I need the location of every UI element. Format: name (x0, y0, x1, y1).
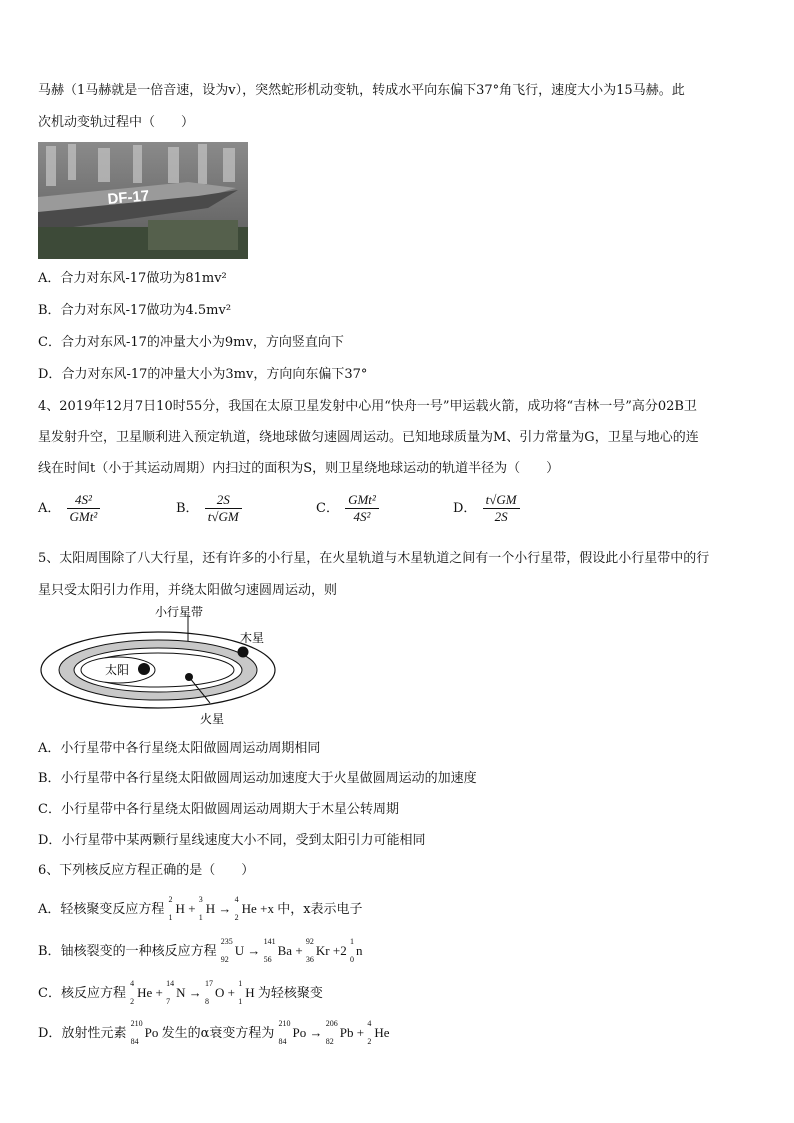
option-letter: D． (453, 501, 477, 516)
nuclide: 2 1 H (168, 895, 185, 922)
nuclide: 4 2 He (130, 979, 153, 1006)
q6-option-c (38, 979, 323, 1006)
option-text: 小行星带中各行星绕太阳做圆周运动周期大于木星公转周期 (60, 802, 399, 817)
fraction-numerator: 2S (205, 492, 242, 509)
nuclide: 210 84 Po (278, 1019, 307, 1046)
nuclide: 1 0 n (349, 937, 363, 964)
fraction-denominator: 4S² (353, 509, 371, 524)
option-text: 小行星带中各行星绕太阳做圆周运动加速度大于火星做圆周运动的加速度 (60, 771, 477, 786)
fraction-denominator: 2S (494, 509, 508, 524)
fraction (345, 492, 379, 525)
option-text: 合力对东风-17的冲量大小为9mv，方向竖直向下 (60, 335, 344, 350)
nuclide: 206 82 Pb (325, 1019, 354, 1046)
q5-option-b (38, 770, 477, 788)
q6-option-d (38, 1019, 390, 1046)
question-6-stem: 6、下列核反应方程正确的是（ ） (38, 863, 255, 878)
nuclide: 4 2 He (234, 895, 257, 922)
nuclide: 235 92 U (220, 937, 245, 964)
orbit-diagram (38, 605, 288, 730)
nuclide: 14 7 N (166, 979, 186, 1006)
sun-dot (138, 663, 150, 675)
nuclear-equation: 235 92 U → 141 56 Ba + 92 36 Kr +2 1 0 n (220, 937, 363, 964)
q4-option-c (316, 492, 381, 525)
option-text: 合力对东风-17做功为4.5mv² (60, 303, 232, 318)
fraction (483, 492, 520, 525)
option-text: 铀核裂变的一种核反应方程 (60, 944, 217, 959)
question-3-stem-line1: 马赫（1马赫就是一倍音速，设为v），突然蛇形机动变轨，转成水平向东偏下37°角飞行，速度大小为15马赫。此 (38, 83, 685, 98)
question-5-line1: 5、太阳周围除了八大行星，还有许多的小行星，在火星轨道与木星轨道之间有一个小行星带，假设此小行星带中的行 (38, 551, 710, 566)
jupiter-dot (238, 647, 249, 658)
option-letter: A． (38, 501, 61, 516)
option-letter: D． (38, 833, 62, 848)
fraction-numerator: t√GM (483, 492, 520, 509)
option-text: 为轻核聚变 (257, 986, 323, 1001)
option-text: 放射性元素 (61, 1026, 127, 1041)
nuclide: 92 36 Kr (305, 937, 330, 964)
option-letter: B． (38, 944, 61, 959)
q4-option-a (38, 492, 102, 525)
question-4-line2: 星发射升空，卫星顺利进入预定轨道，绕地球做匀速圆周运动。已知地球质量为M、引力常量为G，卫星与地心的连 (38, 430, 699, 445)
nuclide: 210 84 Po (130, 1019, 159, 1046)
fraction (67, 492, 101, 525)
fraction-denominator: GMt² (69, 509, 98, 524)
q4-option-b (176, 492, 244, 525)
q3-option-a (38, 270, 227, 288)
belt-label: 小行星带 (155, 605, 204, 619)
option-text: 小行星带中某两颗行星线速度大小不同，受到太阳引力可能相同 (61, 833, 426, 848)
option-text: 核反应方程 (60, 986, 126, 1001)
fraction-numerator: 4S² (67, 492, 101, 509)
q5-option-d (38, 832, 425, 850)
option-text: 合力对东风-17做功为81mv² (60, 271, 227, 286)
fraction-denominator: t√GM (207, 509, 239, 524)
q5-option-c (38, 801, 399, 819)
fraction (205, 492, 242, 525)
option-letter: C． (38, 986, 61, 1001)
jupiter-label: 木星 (240, 631, 265, 645)
option-letter: C． (316, 501, 339, 516)
question-4-line3: 线在时间t（小于其运动周期）内扫过的面积为S，则卫星绕地球运动的轨道半径为（ ） (38, 461, 560, 476)
q6-option-b (38, 937, 363, 964)
option-letter: A． (38, 271, 61, 286)
df17-photo (38, 142, 248, 259)
nuclide: 1 1 H (238, 979, 255, 1006)
option-letter: B． (38, 771, 61, 786)
option-letter: B． (38, 303, 61, 318)
q6-option-a (38, 895, 363, 922)
nuclide: 17 8 O (205, 979, 225, 1006)
nuclide: 141 56 Ba (263, 937, 293, 964)
question-3-stem-line2: 次机动变轨过程中（ ） (38, 115, 195, 130)
q5-option-a (38, 740, 320, 758)
option-text: 合力对东风-17的冲量大小为3mv，方向向东偏下37° (61, 367, 368, 382)
option-letter: A． (38, 902, 61, 917)
fraction-numerator: GMt² (345, 492, 379, 509)
nuclide-inline (130, 1019, 162, 1046)
nuclear-equation: 2 1 H + 3 1 H → 4 2 He +x (168, 895, 274, 922)
option-letter: D． (38, 1026, 62, 1041)
option-letter: A． (38, 741, 61, 756)
question-5-line2: 星只受太阳引力作用，并绕太阳做匀速圆周运动，则 (38, 583, 338, 598)
df17-label: DF-17 (106, 187, 150, 208)
nuclear-equation: 210 84 Po → 206 82 Pb + 4 2 He (278, 1019, 390, 1046)
q4-option-d (453, 492, 522, 525)
option-text: 轻核聚变反应方程 (60, 902, 165, 917)
nuclear-equation: 4 2 He + 14 7 N → 17 8 O + 1 1 H (130, 979, 255, 1006)
q3-option-d (38, 366, 367, 384)
question-4-line1: 4、2019年12月7日10时55分，我国在太原卫星发射中心用“快舟一号”甲运载火箭，成功将“吉林一号”高分02B卫 (38, 399, 697, 414)
option-text: 中，x表示电子 (277, 902, 363, 917)
nuclide: 4 2 He (367, 1019, 390, 1046)
option-text: 发生的α衰变方程为 (161, 1026, 275, 1041)
q3-option-c (38, 334, 344, 352)
option-letter: D． (38, 367, 62, 382)
option-letter: B． (176, 501, 199, 516)
option-text: 小行星带中各行星绕太阳做圆周运动周期相同 (60, 741, 321, 756)
nuclide: 3 1 H (198, 895, 216, 922)
option-letter: C． (38, 335, 61, 350)
option-letter: C． (38, 802, 61, 817)
sun-label: 太阳 (105, 663, 130, 677)
mars-label: 火星 (200, 712, 225, 726)
q3-option-b (38, 302, 231, 320)
